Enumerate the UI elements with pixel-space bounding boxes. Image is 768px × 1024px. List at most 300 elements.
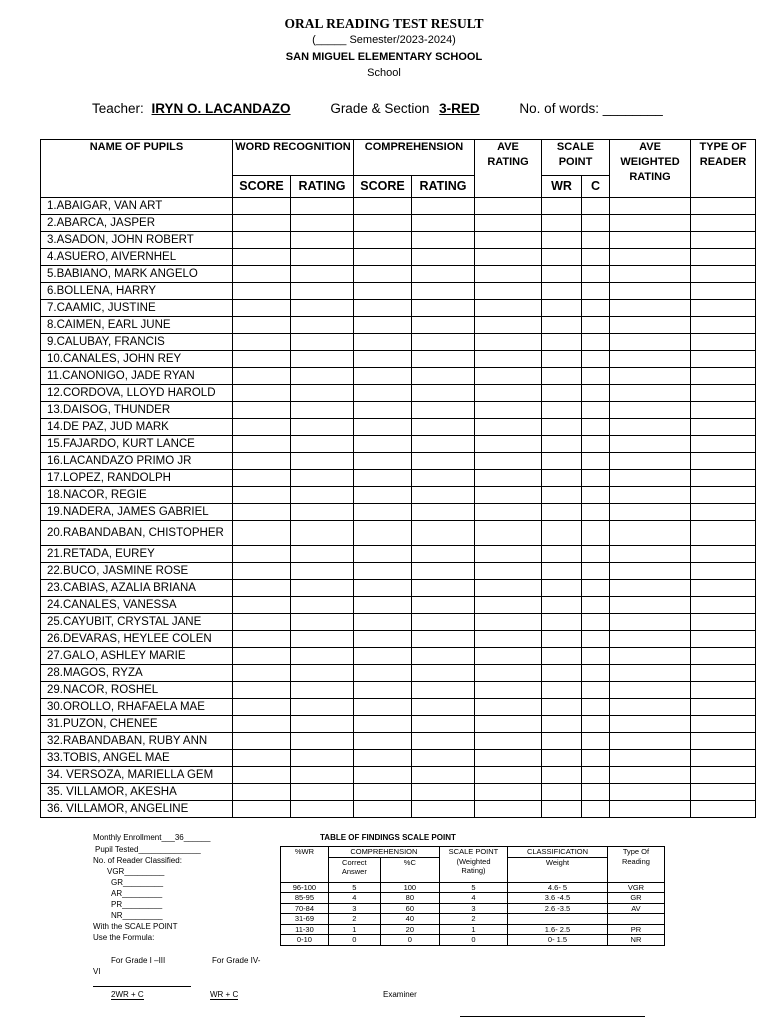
- empty-cell: [412, 733, 475, 750]
- empty-cell: [291, 750, 354, 767]
- table-row: [41, 716, 756, 733]
- findings-cell: 4.6- 5: [508, 882, 608, 893]
- empty-cell: [610, 716, 691, 733]
- pupil-name: 17.LOPEZ, RANDOLPH: [41, 470, 233, 487]
- formula-grade-4-6: WR + C: [210, 990, 239, 999]
- empty-cell: [610, 317, 691, 334]
- empty-cell: [610, 784, 691, 801]
- pupil-name: 3.ASADON, JOHN ROBERT: [41, 232, 233, 249]
- subheader-wr: WR: [542, 176, 582, 198]
- findings-cell: [508, 914, 608, 925]
- empty-cell: [291, 716, 354, 733]
- empty-cell: [291, 215, 354, 232]
- empty-cell: [354, 733, 412, 750]
- empty-cell: [291, 470, 354, 487]
- empty-cell: [691, 665, 756, 682]
- empty-cell: [582, 419, 610, 436]
- empty-cell: [233, 487, 291, 504]
- findings-cell: GR: [607, 893, 664, 904]
- empty-cell: [412, 504, 475, 521]
- empty-cell: [354, 385, 412, 402]
- findings-cell: NR: [607, 935, 664, 946]
- table-row: [41, 351, 756, 368]
- empty-cell: [691, 317, 756, 334]
- empty-cell: [233, 733, 291, 750]
- empty-cell: [291, 368, 354, 385]
- empty-cell: [610, 334, 691, 351]
- empty-cell: [542, 563, 582, 580]
- empty-cell: [291, 767, 354, 784]
- empty-cell: [610, 699, 691, 716]
- empty-cell: [233, 402, 291, 419]
- findings-cell: 0: [439, 935, 507, 946]
- empty-cell: [291, 453, 354, 470]
- table-row: [41, 699, 756, 716]
- empty-cell: [233, 436, 291, 453]
- table-row: [41, 784, 756, 801]
- pupil-name: 10.CANALES, JOHN REY: [41, 351, 233, 368]
- empty-cell: [354, 198, 412, 215]
- empty-cell: [691, 249, 756, 266]
- findings-cell: 1: [328, 924, 380, 935]
- empty-cell: [610, 249, 691, 266]
- empty-cell: [610, 283, 691, 300]
- empty-cell: [291, 317, 354, 334]
- empty-cell: [233, 716, 291, 733]
- empty-cell: [582, 215, 610, 232]
- empty-cell: [233, 198, 291, 215]
- empty-cell: [610, 351, 691, 368]
- empty-cell: [233, 648, 291, 665]
- empty-cell: [691, 716, 756, 733]
- findings-cell: 4: [439, 893, 507, 904]
- findings-cell: [607, 914, 664, 925]
- empty-cell: [582, 767, 610, 784]
- pupil-name: 26.DEVARAS, HEYLEE COLEN: [41, 631, 233, 648]
- findings-header-classification: CLASSIFICATION: [508, 847, 608, 858]
- empty-cell: [354, 801, 412, 818]
- empty-cell: [233, 563, 291, 580]
- findings-header-wr: %WR: [281, 847, 329, 883]
- pupil-name: 27.GALO, ASHLEY MARIE: [41, 648, 233, 665]
- empty-cell: [291, 300, 354, 317]
- empty-cell: [412, 750, 475, 767]
- table-row: [41, 300, 756, 317]
- empty-cell: [542, 283, 582, 300]
- empty-cell: [582, 648, 610, 665]
- table-row: [41, 334, 756, 351]
- empty-cell: [610, 648, 691, 665]
- empty-cell: [412, 385, 475, 402]
- findings-cell: 60: [380, 903, 439, 914]
- empty-cell: [582, 699, 610, 716]
- empty-cell: [475, 801, 542, 818]
- empty-cell: [475, 597, 542, 614]
- header-comprehension: COMPREHENSION: [354, 140, 475, 176]
- empty-cell: [542, 750, 582, 767]
- findings-cell: 3: [439, 903, 507, 914]
- empty-cell: [291, 580, 354, 597]
- empty-cell: [354, 665, 412, 682]
- empty-cell: [412, 453, 475, 470]
- empty-cell: [354, 631, 412, 648]
- empty-cell: [233, 750, 291, 767]
- findings-scale-table: [280, 846, 665, 946]
- empty-cell: [542, 419, 582, 436]
- empty-cell: [610, 300, 691, 317]
- empty-cell: [475, 563, 542, 580]
- pupil-name: 2.ABARCA, JASPER: [41, 215, 233, 232]
- pupil-name: 8.CAIMEN, EARL JUNE: [41, 317, 233, 334]
- table-row: [41, 665, 756, 682]
- empty-cell: [354, 546, 412, 563]
- empty-cell: [412, 266, 475, 283]
- pupil-name: 23.CABIAS, AZALIA BRIANA: [41, 580, 233, 597]
- empty-cell: [582, 249, 610, 266]
- empty-cell: [691, 487, 756, 504]
- empty-cell: [691, 682, 756, 699]
- findings-cell: 11-30: [281, 924, 329, 935]
- empty-cell: [412, 436, 475, 453]
- empty-cell: [610, 801, 691, 818]
- empty-cell: [542, 368, 582, 385]
- empty-cell: [233, 614, 291, 631]
- empty-cell: [691, 385, 756, 402]
- empty-cell: [691, 648, 756, 665]
- findings-cell: 4: [328, 893, 380, 904]
- empty-cell: [291, 402, 354, 419]
- empty-cell: [233, 419, 291, 436]
- empty-cell: [691, 631, 756, 648]
- findings-cell: 85-95: [281, 893, 329, 904]
- empty-cell: [354, 368, 412, 385]
- empty-cell: [475, 682, 542, 699]
- pupil-name: 13.DAISOG, THUNDER: [41, 402, 233, 419]
- empty-cell: [610, 436, 691, 453]
- table-row: [41, 232, 756, 249]
- findings-header-weight: Weight: [508, 857, 608, 882]
- empty-cell: [412, 665, 475, 682]
- pupil-name: 9.CALUBAY, FRANCIS: [41, 334, 233, 351]
- empty-cell: [475, 317, 542, 334]
- empty-cell: [610, 215, 691, 232]
- empty-cell: [582, 580, 610, 597]
- header-word-recognition: WORD RECOGNITION: [233, 140, 354, 176]
- semester-line: (_____ Semester/2023-2024): [312, 34, 456, 46]
- empty-cell: [691, 470, 756, 487]
- empty-cell: [412, 351, 475, 368]
- with-scale-point: With the SCALE POINT: [93, 922, 178, 931]
- empty-cell: [582, 716, 610, 733]
- empty-cell: [691, 300, 756, 317]
- empty-cell: [582, 563, 610, 580]
- empty-cell: [354, 215, 412, 232]
- empty-cell: [691, 351, 756, 368]
- empty-cell: [233, 266, 291, 283]
- empty-cell: [691, 614, 756, 631]
- empty-cell: [691, 750, 756, 767]
- empty-cell: [542, 334, 582, 351]
- empty-cell: [412, 470, 475, 487]
- empty-cell: [412, 215, 475, 232]
- empty-cell: [691, 563, 756, 580]
- empty-cell: [354, 249, 412, 266]
- empty-cell: [475, 614, 542, 631]
- pupil-name: 25.CAYUBIT, CRYSTAL JANE: [41, 614, 233, 631]
- empty-cell: [582, 266, 610, 283]
- empty-cell: [542, 631, 582, 648]
- empty-cell: [582, 351, 610, 368]
- empty-cell: [610, 750, 691, 767]
- empty-cell: [691, 546, 756, 563]
- pupil-name: 32.RABANDABAN, RUBY ANN: [41, 733, 233, 750]
- empty-cell: [475, 648, 542, 665]
- ar-count: AR_________: [111, 889, 163, 898]
- empty-cell: [542, 665, 582, 682]
- pupil-name: 24.CANALES, VANESSA: [41, 597, 233, 614]
- findings-cell: 3.6 -4.5: [508, 893, 608, 904]
- pupil-name: 33.TOBIS, ANGEL MAE: [41, 750, 233, 767]
- empty-cell: [610, 198, 691, 215]
- empty-cell: [475, 300, 542, 317]
- header-name-of-pupils: NAME OF PUPILS: [41, 140, 233, 198]
- empty-cell: [475, 784, 542, 801]
- empty-cell: [233, 368, 291, 385]
- pupil-name: 16.LACANDAZO PRIMO JR: [41, 453, 233, 470]
- empty-cell: [291, 801, 354, 818]
- table-row: [41, 198, 756, 215]
- formula-line: [93, 986, 191, 987]
- empty-cell: [610, 665, 691, 682]
- pupil-name: 11.CANONIGO, JADE RYAN: [41, 368, 233, 385]
- pupil-name: 1.ABAIGAR, VAN ART: [41, 198, 233, 215]
- table-row: [41, 504, 756, 521]
- empty-cell: [610, 521, 691, 546]
- empty-cell: [354, 351, 412, 368]
- empty-cell: [291, 699, 354, 716]
- pupil-name: 22.BUCO, JASMINE ROSE: [41, 563, 233, 580]
- empty-cell: [542, 521, 582, 546]
- empty-cell: [582, 546, 610, 563]
- findings-cell: 0: [328, 935, 380, 946]
- empty-cell: [610, 266, 691, 283]
- empty-cell: [412, 249, 475, 266]
- empty-cell: [582, 317, 610, 334]
- findings-cell: 3: [328, 903, 380, 914]
- table-row: [41, 368, 756, 385]
- empty-cell: [475, 580, 542, 597]
- empty-cell: [291, 665, 354, 682]
- empty-cell: [475, 716, 542, 733]
- header-ave-rating: AVE RATING: [475, 140, 542, 198]
- empty-cell: [412, 682, 475, 699]
- empty-cell: [233, 351, 291, 368]
- empty-cell: [582, 504, 610, 521]
- pupil-name: 15.FAJARDO, KURT LANCE: [41, 436, 233, 453]
- empty-cell: [412, 402, 475, 419]
- empty-cell: [582, 665, 610, 682]
- empty-cell: [233, 699, 291, 716]
- pupil-name: 35. VILLAMOR, AKESHA: [41, 784, 233, 801]
- empty-cell: [542, 470, 582, 487]
- findings-table-title: TABLE OF FINDINGS SCALE POINT: [320, 833, 456, 842]
- pupil-name: 4.ASUERO, AIVERNHEL: [41, 249, 233, 266]
- empty-cell: [475, 334, 542, 351]
- empty-cell: [291, 436, 354, 453]
- empty-cell: [354, 521, 412, 546]
- empty-cell: [542, 317, 582, 334]
- empty-cell: [291, 419, 354, 436]
- empty-cell: [691, 334, 756, 351]
- empty-cell: [412, 648, 475, 665]
- empty-cell: [542, 597, 582, 614]
- school-name: SAN MIGUEL ELEMENTARY SCHOOL: [285, 51, 483, 63]
- teacher-value: IRYN O. LACANDAZO: [151, 101, 291, 116]
- empty-cell: [610, 368, 691, 385]
- empty-cell: [291, 597, 354, 614]
- empty-cell: [354, 580, 412, 597]
- grade-1-3-label: For Grade I –III: [111, 956, 166, 965]
- subheader-wr-rating: RATING: [291, 176, 354, 198]
- findings-header-correct-answer: Correct Answer: [328, 857, 380, 882]
- empty-cell: [354, 750, 412, 767]
- table-row: [41, 733, 756, 750]
- empty-cell: [542, 784, 582, 801]
- empty-cell: [610, 733, 691, 750]
- empty-cell: [542, 232, 582, 249]
- empty-cell: [542, 402, 582, 419]
- empty-cell: [291, 631, 354, 648]
- pupil-name: 5.BABIANO, MARK ANGELO: [41, 266, 233, 283]
- findings-cell: 0-10: [281, 935, 329, 946]
- empty-cell: [354, 699, 412, 716]
- examiner-signature-line: [460, 1016, 645, 1017]
- empty-cell: [475, 385, 542, 402]
- findings-cell: 96-100: [281, 882, 329, 893]
- empty-cell: [475, 436, 542, 453]
- reader-classified-label: No. of Reader Classified:: [93, 856, 182, 865]
- empty-cell: [291, 614, 354, 631]
- empty-cell: [354, 300, 412, 317]
- empty-cell: [475, 232, 542, 249]
- empty-cell: [412, 334, 475, 351]
- empty-cell: [542, 487, 582, 504]
- empty-cell: [582, 334, 610, 351]
- empty-cell: [691, 784, 756, 801]
- empty-cell: [610, 767, 691, 784]
- table-row: [41, 521, 756, 546]
- empty-cell: [354, 784, 412, 801]
- empty-cell: [691, 232, 756, 249]
- empty-cell: [582, 436, 610, 453]
- empty-cell: [475, 733, 542, 750]
- empty-cell: [582, 631, 610, 648]
- empty-cell: [610, 563, 691, 580]
- empty-cell: [354, 402, 412, 419]
- empty-cell: [691, 283, 756, 300]
- empty-cell: [582, 597, 610, 614]
- findings-row: [281, 903, 665, 914]
- empty-cell: [412, 580, 475, 597]
- empty-cell: [354, 453, 412, 470]
- empty-cell: [354, 597, 412, 614]
- formula-grade-1-3: 2WR + C: [111, 990, 144, 999]
- empty-cell: [475, 402, 542, 419]
- empty-cell: [610, 470, 691, 487]
- table-row: [41, 750, 756, 767]
- table-row: [41, 283, 756, 300]
- empty-cell: [291, 334, 354, 351]
- findings-header-percent-c: %C: [380, 857, 439, 882]
- empty-cell: [691, 733, 756, 750]
- empty-cell: [542, 198, 582, 215]
- school-caption: School: [367, 67, 401, 79]
- empty-cell: [582, 733, 610, 750]
- table-row: [41, 631, 756, 648]
- findings-cell: 40: [380, 914, 439, 925]
- pupil-name: 21.RETADA, EUREY: [41, 546, 233, 563]
- empty-cell: [354, 419, 412, 436]
- empty-cell: [412, 419, 475, 436]
- empty-cell: [691, 699, 756, 716]
- empty-cell: [412, 283, 475, 300]
- empty-cell: [233, 300, 291, 317]
- findings-cell: 2: [328, 914, 380, 925]
- header-ave-weighted-rating: AVE WEIGHTED RATING: [610, 140, 691, 198]
- empty-cell: [475, 487, 542, 504]
- empty-cell: [412, 546, 475, 563]
- empty-cell: [233, 631, 291, 648]
- empty-cell: [354, 614, 412, 631]
- empty-cell: [610, 419, 691, 436]
- pupil-name: 6.BOLLENA, HARRY: [41, 283, 233, 300]
- findings-header-comprehension: COMPREHENSION: [328, 847, 439, 858]
- table-row: [41, 266, 756, 283]
- empty-cell: [291, 784, 354, 801]
- pupil-name: 14.DE PAZ, JUD MARK: [41, 419, 233, 436]
- empty-cell: [291, 546, 354, 563]
- table-row: [41, 682, 756, 699]
- findings-cell: 5: [439, 882, 507, 893]
- findings-header-type: Type Of Reading: [607, 847, 664, 883]
- header-type-of-reader: TYPE OF READER: [691, 140, 756, 198]
- findings-cell: 20: [380, 924, 439, 935]
- findings-cell: 80: [380, 893, 439, 904]
- table-row: [41, 436, 756, 453]
- empty-cell: [542, 648, 582, 665]
- table-row: [41, 453, 756, 470]
- empty-cell: [412, 801, 475, 818]
- table-row: [41, 801, 756, 818]
- empty-cell: [412, 767, 475, 784]
- empty-cell: [691, 368, 756, 385]
- use-formula: Use the Formula:: [93, 933, 155, 942]
- empty-cell: [291, 648, 354, 665]
- empty-cell: [582, 385, 610, 402]
- findings-row: [281, 935, 665, 946]
- empty-cell: [691, 504, 756, 521]
- empty-cell: [475, 453, 542, 470]
- empty-cell: [542, 801, 582, 818]
- table-row: [41, 419, 756, 436]
- header-scale-point: SCALE POINT: [542, 140, 610, 176]
- empty-cell: [233, 801, 291, 818]
- empty-cell: [542, 215, 582, 232]
- empty-cell: [610, 614, 691, 631]
- findings-cell: AV: [607, 903, 664, 914]
- empty-cell: [610, 631, 691, 648]
- empty-cell: [542, 300, 582, 317]
